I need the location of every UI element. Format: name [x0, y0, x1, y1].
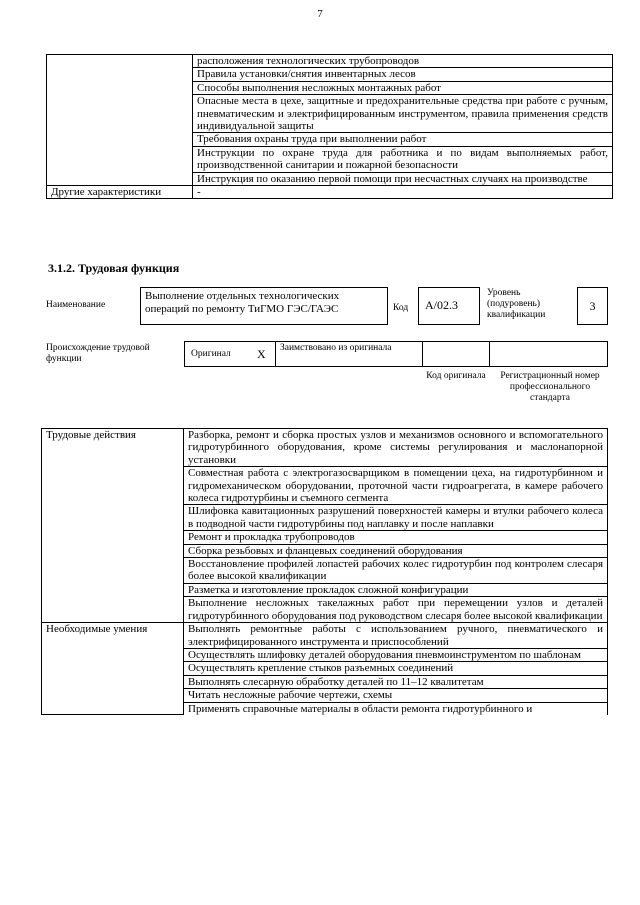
knowledge-table [46, 54, 613, 199]
skill-row: Выполнять слесарную обработку деталей по 11–12 квалитетам [184, 675, 608, 688]
original-code-caption: Код оригинала [426, 371, 486, 381]
name-label: Наименование [46, 300, 106, 310]
original-label: Оригинал [191, 349, 231, 359]
labor-action-row: Ремонт и прокладка трубопроводов [184, 531, 608, 544]
labor-actions-label: Трудовые действия [42, 429, 184, 623]
qualification-level-label: Уровень (подуровень) квалификации [487, 288, 546, 320]
labor-action-row: Сборка резьбовых и фланцевых соединений оборудования [184, 544, 608, 557]
origin-label: Происхождение трудовой функции [46, 343, 150, 364]
knowledge-row: Правила установки/снятия инвентарных лесов [193, 68, 613, 81]
function-code-box: А/02.3 [418, 287, 480, 325]
labor-action-row: Восстановление профилей лопастей рабочих колес гидротурбин под контролем слесаря более высокой квалификации [184, 558, 608, 584]
skill-row: Выполнять ремонтные работы с использованием ручного, пневматического и электрифицированного инструмента и приспособлений [184, 623, 608, 649]
knowledge-row: Инструкция по оказанию первой помощи при несчастных случаях на производстве [193, 172, 613, 185]
labor-action-row: Разметка и изготовление прокладок сложной конфигурации [184, 583, 608, 596]
original-code-cell [422, 341, 490, 367]
labor-action-row: Разборка, ремонт и сборка простых узлов и механизмов основного и вспомогательного гидротурбинного оборудования, кроме системы регулирования и маслонапорной установки [184, 429, 608, 467]
origin-row [184, 341, 608, 367]
labor-action-row: Совместная работа с электрогазосварщиком в помещении цеха, на гидротурбинном и гидромеханическом оборудовании, проточной части гидроагрегата, в камере рабочего колеса гидротурбины и съемного сегмента [184, 467, 608, 505]
page-number: 7 [317, 8, 323, 20]
knowledge-row: Опасные места в цехе, защитные и предохранительные средства при работе с ручным, пневматическим и электрифицированным инструментом, правила применения средств индивидуальной защиты [193, 95, 613, 133]
labor-function-table [41, 428, 608, 715]
knowledge-row: Инструкции по охране труда для работника и по видам выполняемых работ, производственной санитарии и пожарной безопасности [193, 146, 613, 172]
knowledge-row: расположения технологических трубопроводов [193, 55, 613, 68]
skill-row: Читать несложные рабочие чертежи, схемы [184, 689, 608, 702]
skill-row: Осуществлять крепление стыков разъемных соединений [184, 662, 608, 675]
code-label: Код [393, 303, 409, 313]
other-characteristics-label: Другие характеристики [47, 186, 193, 199]
original-mark: Х [257, 347, 266, 361]
labor-action-row: Выполнение несложных такелажных работ при перемещении узлов и деталей гидротурбинного оборудования под руководством слесаря более высокой квалификации [184, 597, 608, 623]
qualification-level-box: 3 [577, 287, 608, 325]
label-cell-empty [47, 55, 193, 186]
knowledge-row: Способы выполнения несложных монтажных работ [193, 81, 613, 94]
original-cell [184, 341, 276, 367]
other-characteristics-value: - [193, 186, 613, 199]
knowledge-row: Требования охраны труда при выполнении работ [193, 133, 613, 146]
section-heading: 3.1.2. Трудовая функция [48, 261, 180, 275]
borrowed-cell: Заимствовано из оригинала [275, 341, 423, 367]
registration-number-cell [489, 341, 608, 367]
registration-number-caption: Регистрационный номер профессионального стандарта [500, 371, 600, 403]
skill-row: Осуществлять шлифовку деталей оборудования пневмоинструментом по шаблонам [184, 648, 608, 661]
skill-row: Применять справочные материалы в области ремонта гидротурбинного и [184, 702, 608, 715]
skills-label: Необходимые умения [42, 623, 184, 715]
function-name-box: Выполнение отдельных технологических операций по ремонту ТиГМО ГЭС/ГАЭС [140, 287, 388, 325]
labor-action-row: Шлифовка кавитационных разрушений поверхностей камеры и втулки рабочего колеса в подводной части гидротурбины под наплавку и после наплавки [184, 505, 608, 531]
